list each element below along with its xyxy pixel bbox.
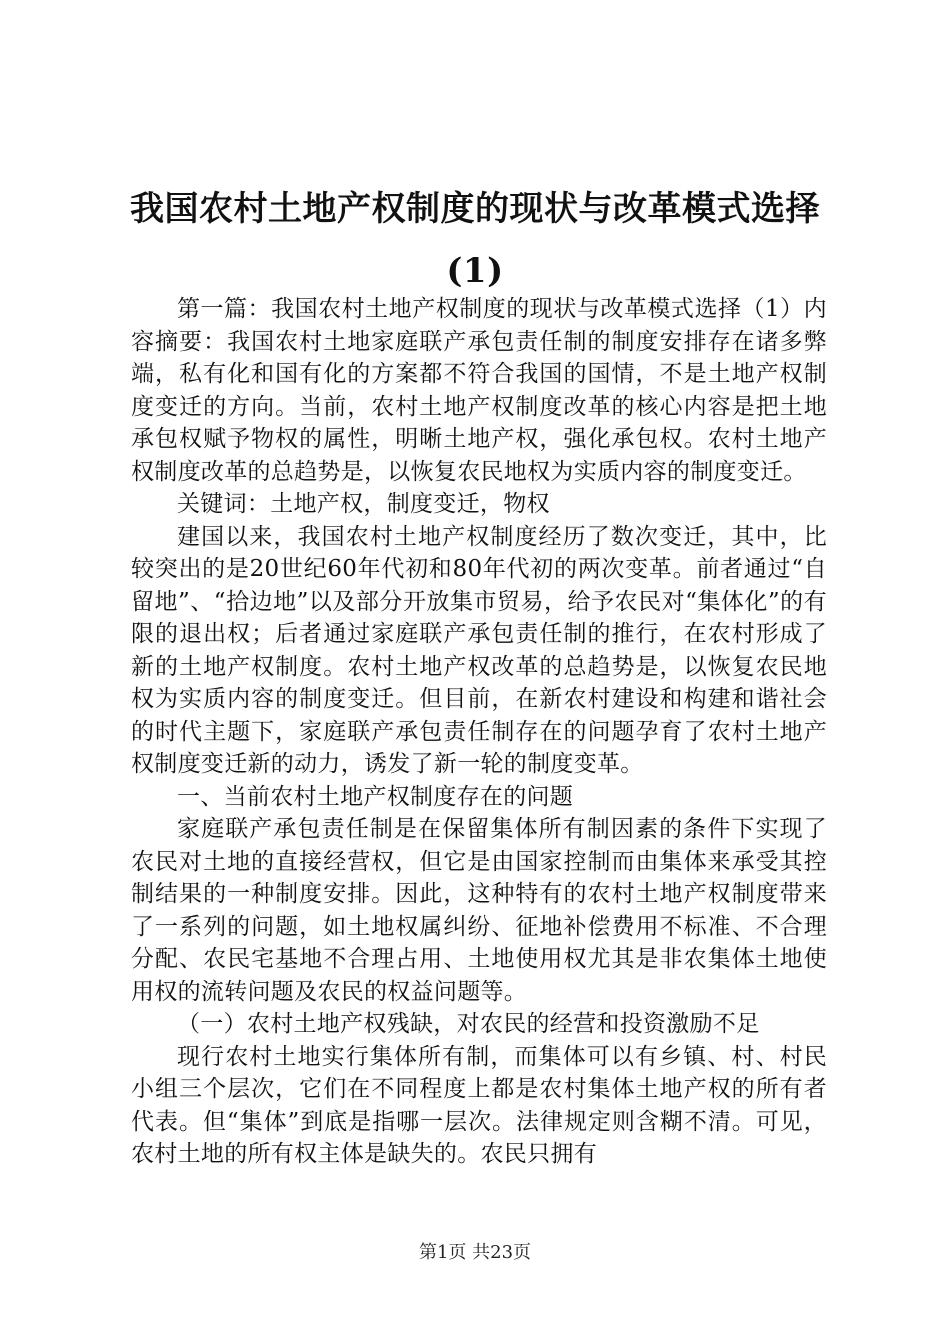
document-title: 我国农村土地产权制度的现状与改革模式选择(1) xyxy=(130,189,820,291)
subsection-heading-1: （一）农村土地产权残缺，对农民的经营和投资激励不足 xyxy=(177,1011,760,1037)
page-footer: 第1页 共23页 xyxy=(418,1242,532,1263)
document-body xyxy=(131,293,827,1171)
paragraph-abstract: 第一篇：我国农村土地产权制度的现状与改革模式选择（1）内容摘要：我国农村土地家庭联产承包责任制的制度安排存在诸多弊端，私有化和国有化的方案都不符合我国的国情，不是土地产权制度变迁的方向。当前，农村土地产权制度改革的核心内容是把土地承包权赋予物权的属性，明晰土地产权，强化承包权。农村土地产权制度改革的总趋势是，以恢复农民地权为实质内容的制度变迁。 xyxy=(131,296,827,485)
paragraph-intro: 建国以来，我国农村土地产权制度经历了数次变迁，其中，比较突出的是20世纪60年代初和80年代初的两次变革。前者通过“自留地”、“拾边地”以及部分开放集市贸易，给予农民对“集体化”的有限的退出权；后者通过家庭联产承包责任制的推行，在农村形成了新的土地产权制度。农村土地产权改革的总趋势是，以恢复农民地权为实质内容的制度变迁。但目前，在新农村建设和构建和谐社会的时代主题下，家庭联产承包责任制存在的问题孕育了农村土地产权制度变迁新的动力，诱发了新一轮的制度变革。 xyxy=(131,523,827,777)
paragraph-subsection-1: 现行农村土地实行集体所有制，而集体可以有乡镇、村、村民小组三个层次，它们在不同程度上都是农村集体土地产权的所有者代表。但“集体”到底是指哪一层次。法律规定则含糊不清。可见，农村土地的所有权主体是缺失的。农民只拥有 xyxy=(131,1043,827,1167)
paragraph-keywords: 关键词：土地产权，制度变迁，物权 xyxy=(177,491,550,517)
paragraph-section-1: 家庭联产承包责任制是在保留集体所有制因素的条件下实现了农民对土地的直接经营权，但它是由国家控制而由集体来承受其控制结果的一种制度安排。因此，这种特有的农村土地产权制度带来了一系列的问题，如土地权属纠纷、征地补偿费用不标准、不合理分配、农民宅基地不合理占用、土地使用权尤其是非农集体土地使用权的流转问题及农民的权益问题等。 xyxy=(131,816,827,1005)
section-heading-1: 一、当前农村土地产权制度存在的问题 xyxy=(177,783,574,810)
